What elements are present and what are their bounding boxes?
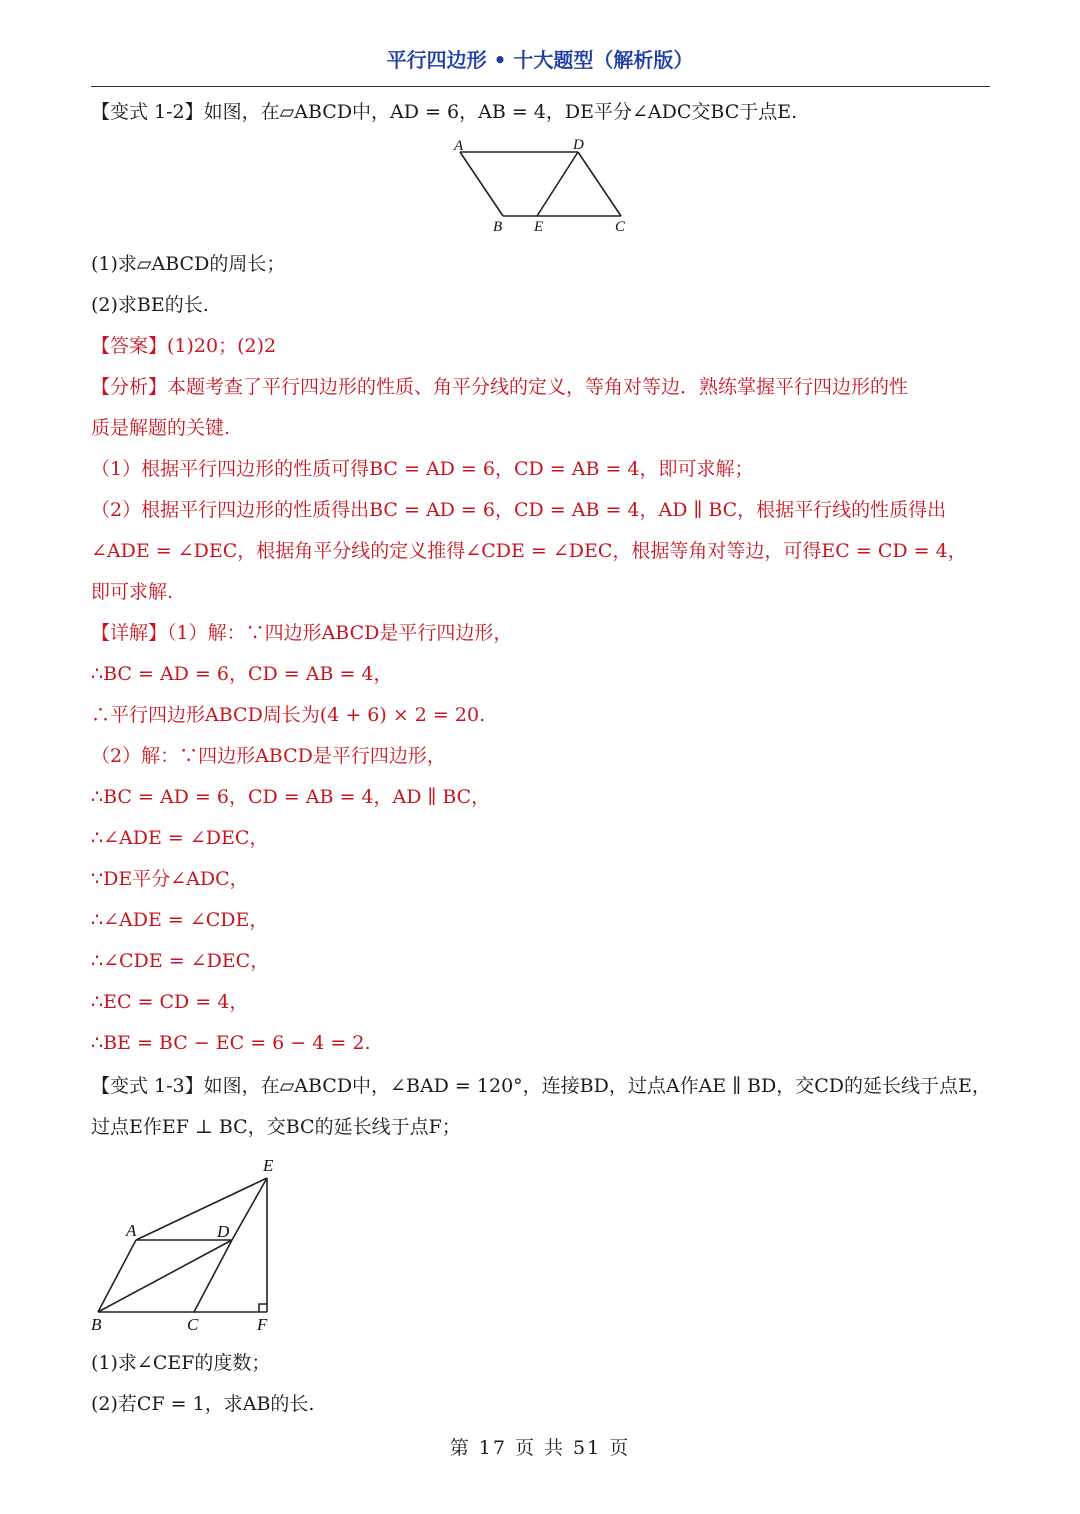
solution-line-6: ∴∠ADE = ∠DEC， [91,827,269,849]
solution-line-3: ∴平行四边形ABCD周长为(4 + 6) × 2 = 20. [91,704,486,726]
analysis-line-2: 质是解题的关键. [91,417,231,439]
analysis-line-6: 即可求解. [91,581,174,603]
analysis-line-3: （1）根据平行四边形的性质可得BC = AD = 6，CD = AB = 4，即可求解； [91,458,754,480]
question-2-ab-length: (2)若CF = 1，求AB的长. [91,1393,315,1415]
solution-line-11: ∴BE = BC − EC = 6 − 4 = 2. [91,1032,371,1054]
fig2-label-b: B [91,1315,102,1334]
analysis-line-1: 【分析】本题考查了平行四边形的性质、角平分线的定义，等角对等边．熟练掌握平行四边形的性 [91,376,909,398]
problem-1-3-statement-2: 过点E作EF ⊥ BC，交BC的延长线于点F； [91,1116,461,1138]
fig1-label-b: B [493,219,503,235]
analysis-line-5: ∠ADE = ∠DEC，根据角平分线的定义推得∠CDE = ∠DEC，根据等角对等边，可得EC = CD = 4， [91,540,967,562]
fig1-label-d: D [573,137,584,153]
solution-line-1: 【详解】（1）解：∵四边形ABCD是平行四边形， [91,622,513,644]
figure-parallelogram-abcd-e [440,132,640,238]
fig2-label-f: F [257,1315,268,1334]
solution-line-4: （2）解：∵四边形ABCD是平行四边形， [91,745,446,767]
solution-line-10: ∴EC = CD = 4， [91,991,249,1013]
fig2-label-e: E [263,1156,274,1175]
solution-line-8: ∴∠ADE = ∠CDE， [91,909,269,931]
page-number-footer: 第 17 页 共 51 页 [449,1437,631,1459]
question-2-be-length: (2)求BE的长. [91,294,209,316]
fig1-label-c: C [615,219,626,235]
page-header-title: 平行四边形 • 十大题型（解析版） [386,48,694,72]
problem-1-2-statement: 【变式 1-2】如图，在▱ABCD中，AD = 6，AB = 4，DE平分∠ADC交BC于点E. [91,101,798,123]
solution-line-2: ∴BC = AD = 6，CD = AB = 4， [91,663,393,685]
fig2-label-c: C [187,1315,199,1334]
solution-line-7: ∵DE平分∠ADC， [91,868,249,890]
answer-line: 【答案】(1)20；(2)2 [91,335,277,357]
fig1-label-a: A [454,138,464,154]
analysis-line-4: （2）根据平行四边形的性质得出BC = AD = 6，CD = AB = 4，AD ∥ BC，根据平行线的性质得出 [91,499,947,521]
solution-line-5: ∴BC = AD = 6，CD = AB = 4，AD ∥ BC， [91,786,491,808]
solution-line-9: ∴∠CDE = ∠DEC， [91,950,270,972]
fig2-label-d: D [217,1222,230,1241]
fig1-label-e: E [534,219,544,235]
header-divider [91,86,990,87]
fig2-label-a: A [126,1221,137,1240]
problem-1-3-statement-1: 【变式 1-3】如图，在▱ABCD中，∠BAD = 120°，连接BD，过点A作AE ∥ BD，交CD的延长线于点E， [91,1075,991,1097]
question-1-perimeter: (1)求▱ABCD的周长； [91,253,286,275]
figure-parallelogram-abcd-ef [86,1150,296,1336]
question-1-angle-cef: (1)求∠CEF的度数； [91,1352,271,1374]
